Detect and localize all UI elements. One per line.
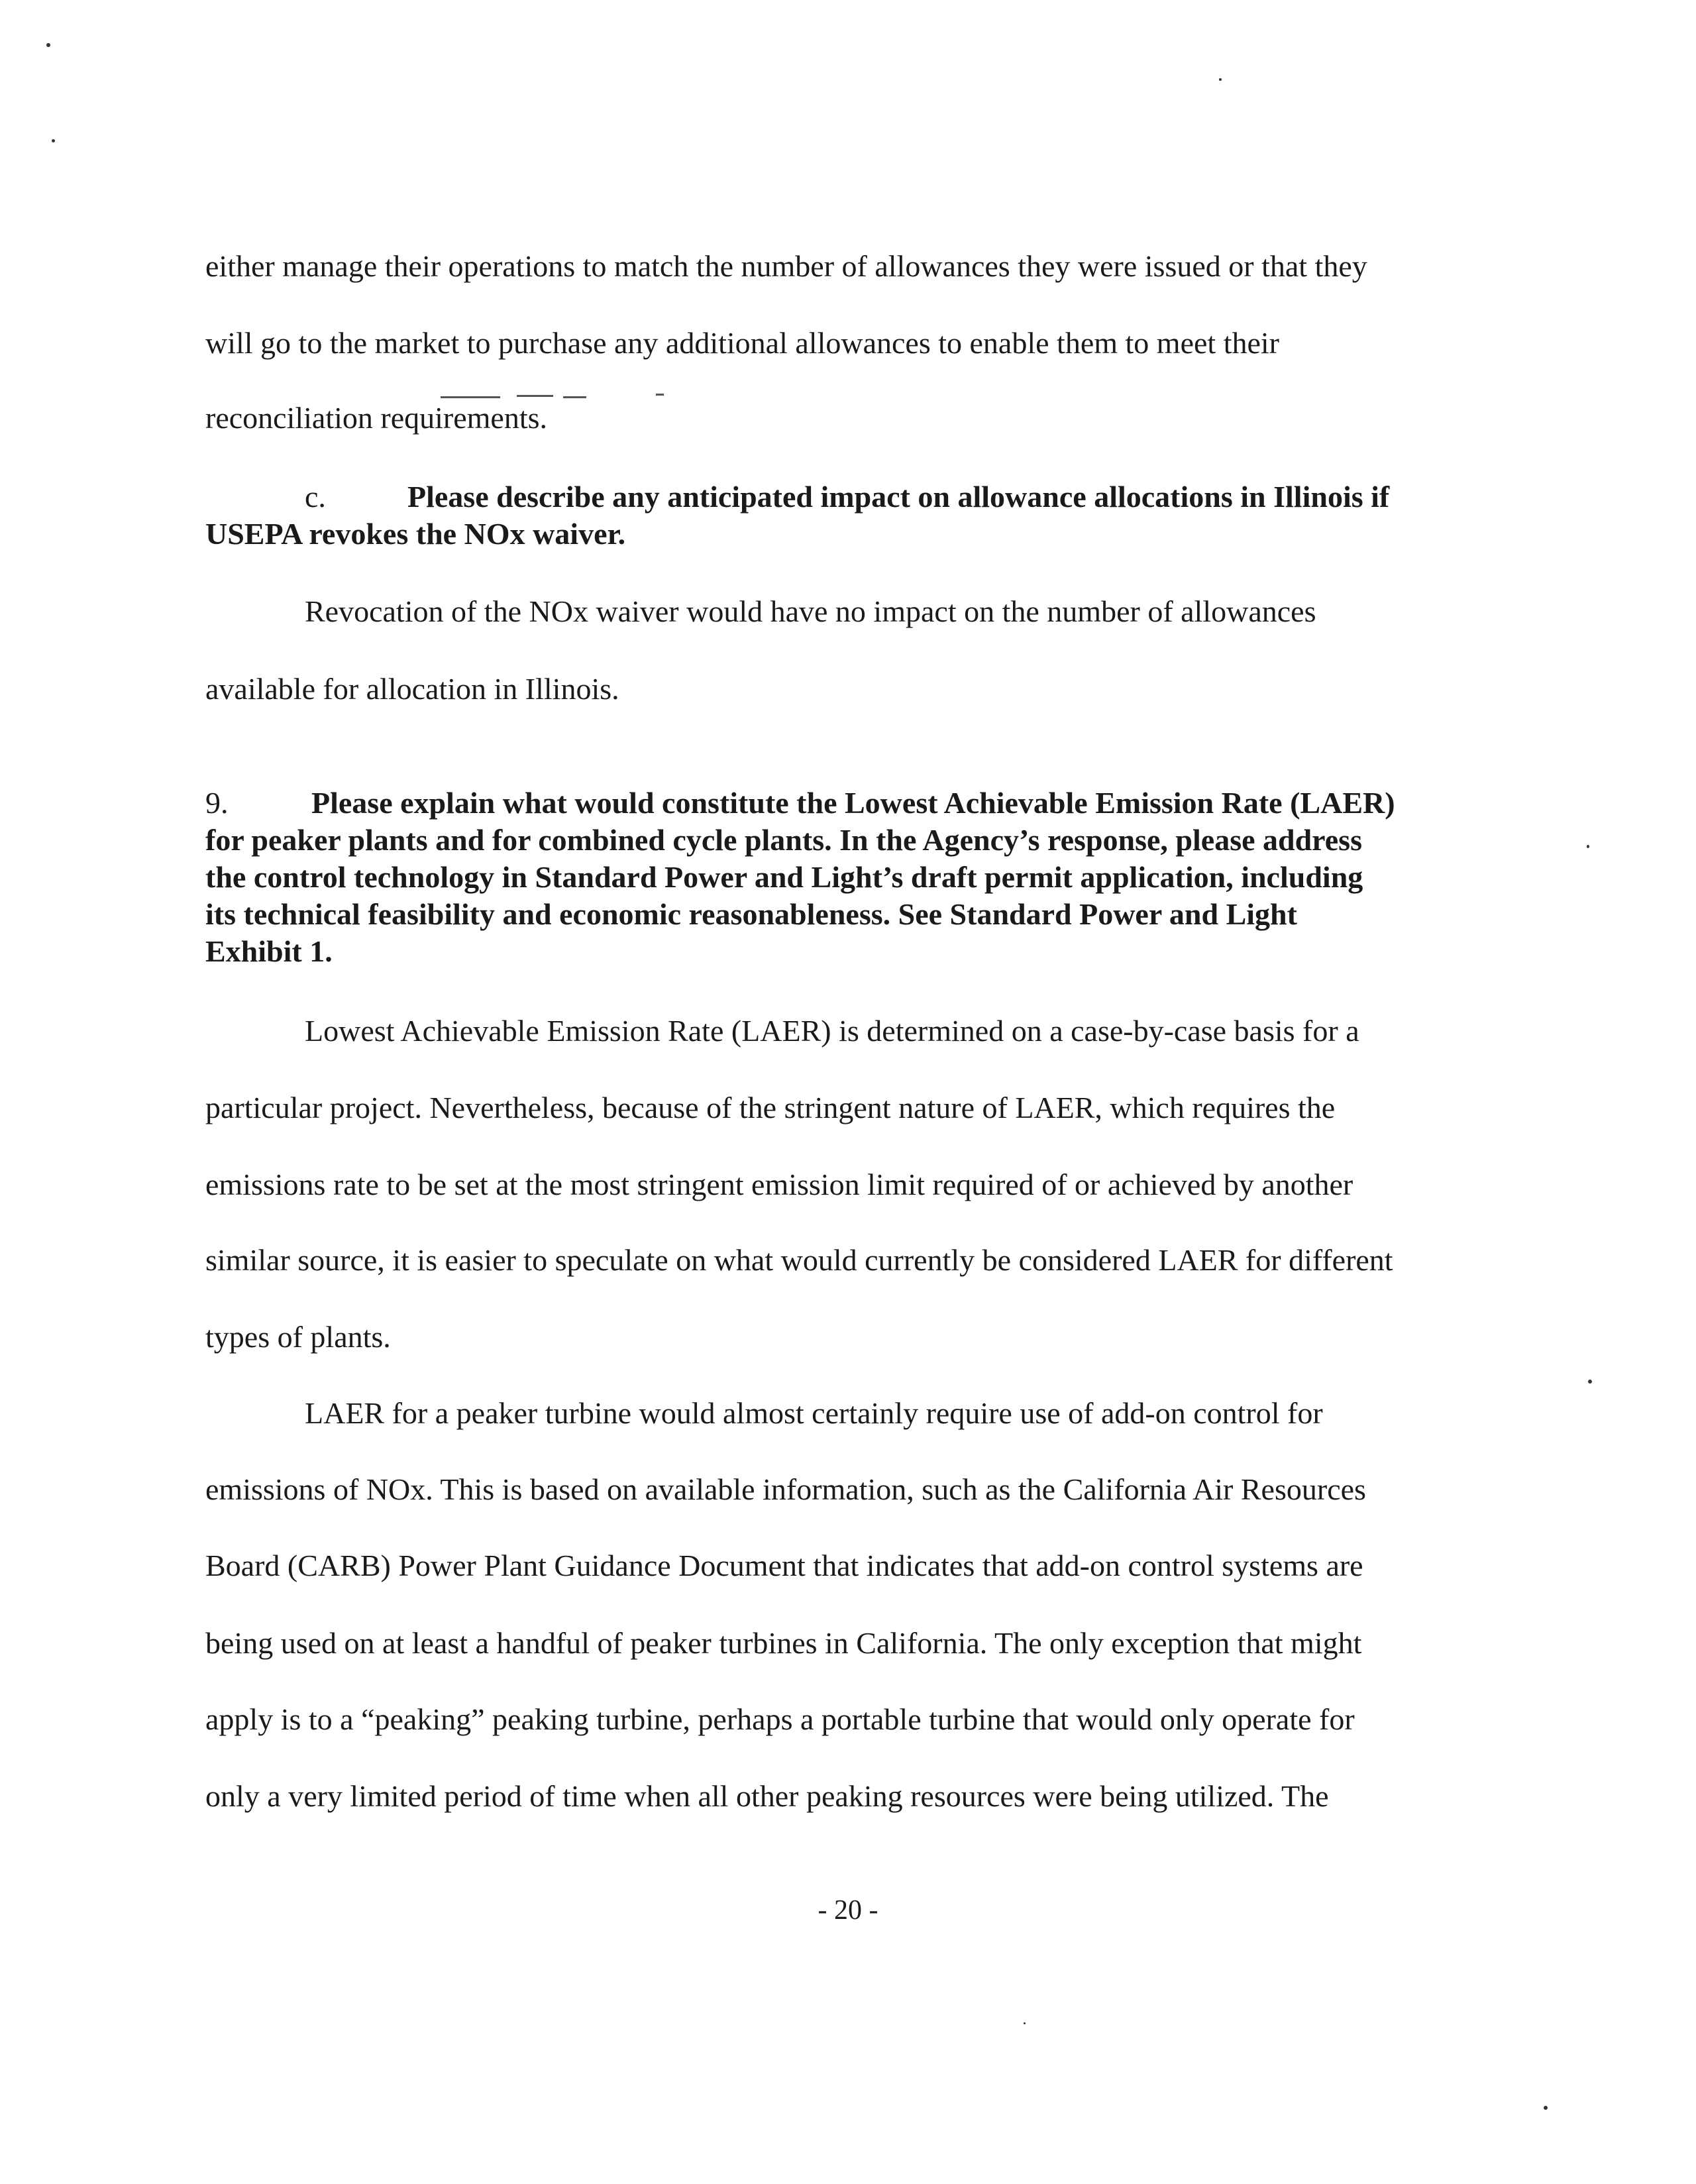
answer-c-line-2: available for allocation in Illinois. xyxy=(205,672,619,706)
answer-9-p1-line: types of plants. xyxy=(205,1320,391,1354)
paragraph-line: will go to the market to purchase any additional allowances to enable them to meet their xyxy=(205,326,1279,360)
question-9-line-2: for peaker plants and for combined cycle plants. In the Agency’s response, please address xyxy=(205,823,1362,857)
scan-speck xyxy=(1219,78,1222,81)
answer-9-p2-line: being used on at least a handful of peaker turbines in California. The only exception that might xyxy=(205,1626,1362,1660)
answer-9-p2-line: LAER for a peaker turbine would almost certainly require use of add-on control for xyxy=(305,1396,1323,1430)
answer-9-p2-line: Board (CARB) Power Plant Guidance Document that indicates that add-on control systems are xyxy=(205,1549,1363,1582)
answer-9-p1-line: particular project. Nevertheless, because of the stringent nature of LAER, which requires the xyxy=(205,1091,1336,1124)
question-c-line-2: USEPA revokes the NOx waiver. xyxy=(205,517,626,551)
scan-speck xyxy=(1024,2022,1026,2024)
answer-9-p1-line: emissions rate to be set at the most stringent emission limit required of or achieved by another xyxy=(205,1168,1353,1201)
answer-9-p2-line: only a very limited period of time when all other peaking resources were being utilized. The xyxy=(205,1779,1329,1813)
question-9-line-3: the control technology in Standard Power and Light’s draft permit application, including xyxy=(205,860,1363,894)
scan-smudge xyxy=(656,394,664,396)
question-9-line-1 xyxy=(205,785,1395,822)
question-c-label: c. xyxy=(305,480,326,514)
answer-9-p2-line: apply is to a “peaking” peaking turbine, perhaps a portable turbine that would only operate for xyxy=(205,1702,1355,1736)
question-c-line-1 xyxy=(305,478,1389,516)
scan-smudge xyxy=(517,395,553,397)
scan-speck xyxy=(46,43,50,47)
question-9-label: 9. xyxy=(205,786,229,820)
question-9-line-5: Exhibit 1. xyxy=(205,934,333,968)
question-9-text: Please explain what would constitute the Lowest Achievable Emission Rate (LAER) xyxy=(311,786,1395,820)
page-number: - 20 - xyxy=(818,1895,878,1926)
paragraph-line: reconciliation requirements. xyxy=(205,401,548,435)
answer-9-p2-line: emissions of NOx. This is based on available information, such as the California Air Resources xyxy=(205,1472,1366,1506)
question-c-text: Please describe any anticipated impact on allowance allocations in Illinois if xyxy=(407,480,1390,514)
question-9-line-4: its technical feasibility and economic reasonableness. See Standard Power and Light xyxy=(205,897,1297,931)
answer-c-line-1: Revocation of the NOx waiver would have no impact on the number of allowances xyxy=(305,594,1316,628)
answer-9-p1-line: similar source, it is easier to speculate on what would currently be considered LAER for different xyxy=(205,1243,1393,1277)
answer-9-p1-line: Lowest Achievable Emission Rate (LAER) is determined on a case-by-case basis for a xyxy=(305,1014,1359,1048)
scan-speck xyxy=(1588,1380,1592,1384)
scan-speck xyxy=(52,139,55,142)
scan-speck xyxy=(1544,2106,1548,2110)
scan-speck xyxy=(1587,845,1589,848)
scan-smudge xyxy=(441,396,500,398)
paragraph-line: either manage their operations to match the number of allowances they were issued or that they xyxy=(205,249,1367,283)
scan-smudge xyxy=(563,396,586,398)
